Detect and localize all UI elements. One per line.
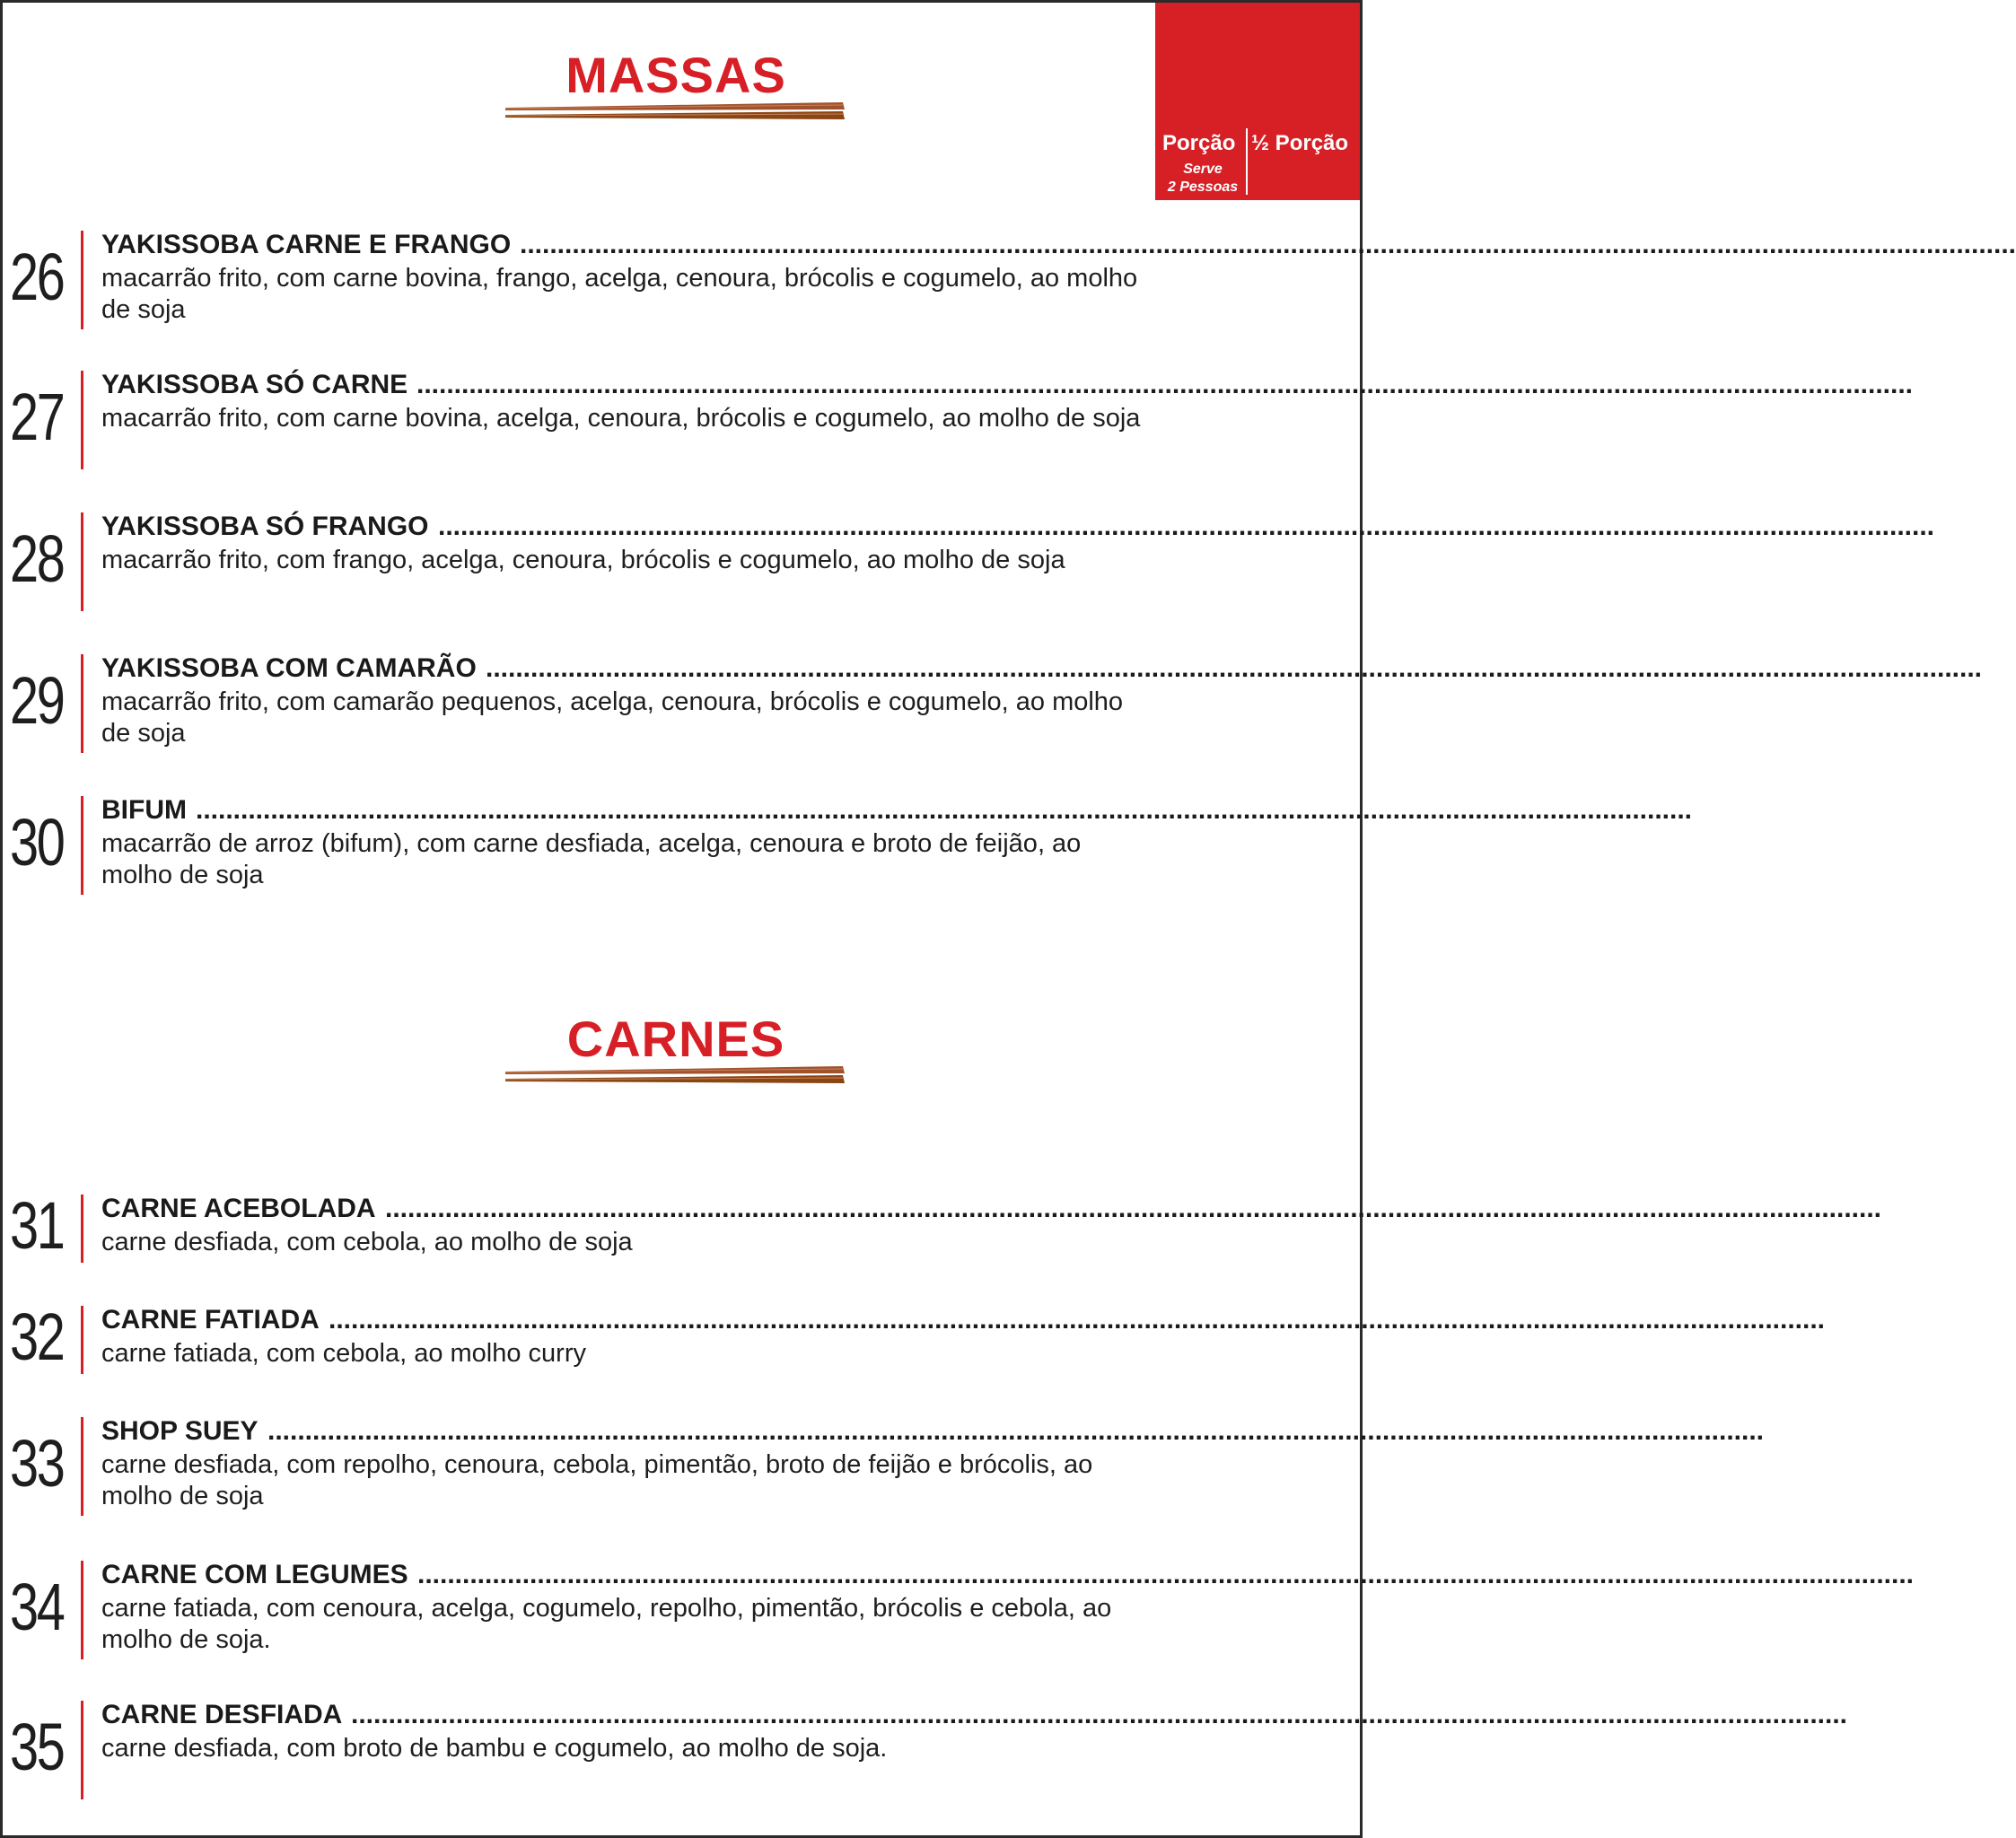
item-description: carne desfiada, com repolho, cenoura, cebola, pimentão, broto de feijão e brócolis, ao molho de soja [101,1450,1093,1510]
item-number: 32 [10,1300,64,1374]
menu-item [3,1415,1764,1516]
item-accent-bar [81,1561,83,1659]
item-description: macarrão frito, com carne bovina, acelga, cenoura, brócolis e cogumelo, ao molho de soja [101,404,1141,433]
item-description: macarrão de arroz (bifum), com carne desfiada, acelga, cenoura e broto de feijão, ao molho de soja [101,829,1082,889]
item-accent-bar [81,796,83,895]
item-accent-bar [81,1195,83,1263]
item-dot-leader: ........................................................................................................................................................................................................ [351,1700,1847,1729]
menu-item [3,1699,1847,1799]
item-name: BIFUM [101,795,187,825]
menu-item [3,794,1692,895]
item-number: 29 [10,663,64,738]
menu-item [3,1559,1914,1659]
portion-divider [1246,128,1248,195]
serve-line-1: Serve [1183,162,1223,177]
item-dot-leader: ........................................................................................................................................................................................................ [329,1305,1825,1335]
item-name: YAKISSOBA COM CAMARÃO [101,653,477,683]
item-number: 30 [10,805,64,880]
item-name: YAKISSOBA SÓ CARNE [101,370,408,399]
item-accent-bar [81,231,83,329]
item-description: macarrão frito, com camarão pequenos, acelga, cenoura, brócolis e cogumelo, ao molho de soja [101,687,1124,748]
item-dot-leader: ........................................................................................................................................................................................................ [267,1416,1764,1446]
item-description: carne desfiada, com cebola, ao molho de soja [101,1228,633,1256]
meia-porcao-label: ½ Porção [1251,131,1349,155]
item-name: YAKISSOBA CARNE E FRANGO [101,230,512,259]
menu-item [3,1300,1825,1374]
item-dot-leader: ........................................................................................................................................................................................................ [416,370,1913,399]
section-title-carnes: CARNES [566,1011,785,1067]
item-dot-leader: ........................................................................................................................................................................................................ [196,795,1692,825]
item-accent-bar [81,1701,83,1799]
item-accent-bar [81,654,83,753]
item-number: 34 [10,1570,64,1644]
serve-line-2: 2 Pessoas [1167,179,1239,195]
chopsticks-icon [505,101,846,125]
item-accent-bar [81,1306,83,1374]
item-name: SHOP SUEY [101,1416,259,1446]
menu-item [3,229,2016,329]
item-number: 28 [10,521,64,596]
item-dot-leader: ........................................................................................................................................................................................................ [520,230,2016,259]
item-accent-bar [81,512,83,611]
item-name: YAKISSOBA SÓ FRANGO [101,512,429,541]
section-title-massas: MASSAS [565,47,786,103]
portion-header [1155,3,1360,200]
item-description: macarrão frito, com frango, acelga, cenoura, brócolis e cogumelo, ao molho de soja [101,546,1065,574]
item-dot-leader: ........................................................................................................................................................................................................ [385,1194,1881,1223]
item-dot-leader: ........................................................................................................................................................................................................ [417,1560,1914,1589]
item-name: CARNE ACEBOLADA [101,1194,376,1223]
item-description: carne fatiada, com cenoura, acelga, cogumelo, repolho, pimentão, brócolis e cebola, ao molho de soja. [101,1594,1112,1654]
chopsticks-icon [505,1065,846,1089]
menu-item [3,652,1982,753]
menu-item [3,369,1913,469]
item-number: 26 [10,240,64,314]
porcao-label: Porção [1162,131,1236,155]
item-accent-bar [81,1417,83,1516]
item-name: CARNE FATIADA [101,1305,320,1335]
item-name: CARNE COM LEGUMES [101,1560,408,1589]
item-number: 35 [10,1710,64,1784]
item-description: carne desfiada, com broto de bambu e cogumelo, ao molho de soja. [101,1734,888,1763]
item-number: 31 [10,1188,64,1263]
item-number: 33 [10,1426,64,1501]
menu-item [3,1188,1881,1263]
item-description: carne fatiada, com cebola, ao molho curry [101,1339,586,1368]
item-accent-bar [81,371,83,469]
item-name: CARNE DESFIADA [101,1700,343,1729]
serve-note [1162,161,1243,197]
item-number: 27 [10,380,64,454]
item-description: macarrão frito, com carne bovina, frango, acelga, cenoura, brócolis e cogumelo, ao molho de soja [101,264,1138,324]
menu-item [3,511,1934,611]
item-dot-leader: ........................................................................................................................................................................................................ [486,653,1982,683]
item-dot-leader: ........................................................................................................................................................................................................ [438,512,1934,541]
